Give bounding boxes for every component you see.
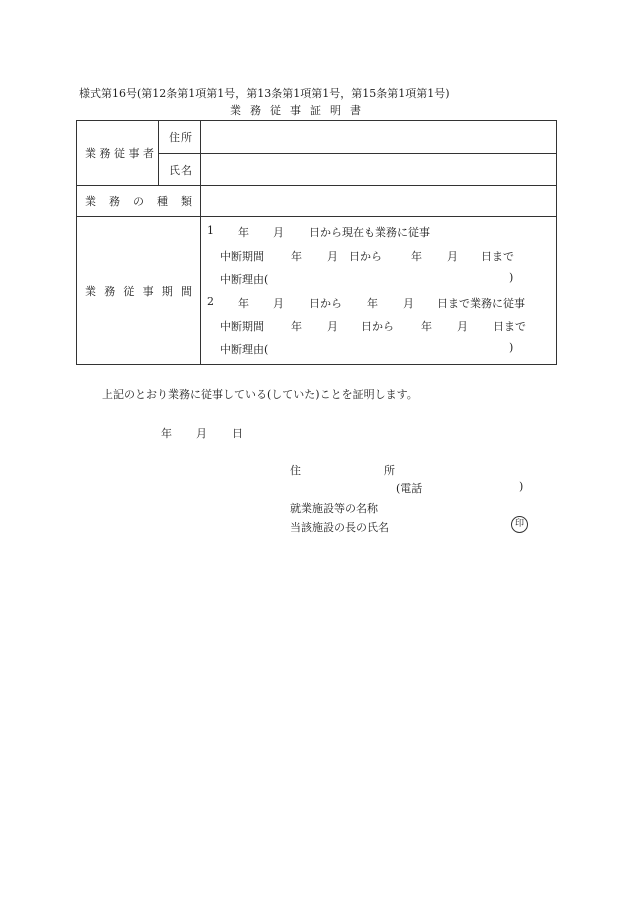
interruption-1-month-from: 月 bbox=[327, 250, 338, 263]
period-2-number: 2 bbox=[207, 295, 214, 308]
period-1-text: 日から現在も業務に従事 bbox=[309, 226, 430, 239]
worker-label: 業 務 従 事 者 bbox=[85, 147, 154, 160]
name-label: 氏 名 bbox=[169, 163, 192, 177]
reason-2-label: 中断理由( bbox=[220, 343, 269, 356]
seal-icon: 印 bbox=[511, 516, 528, 533]
facility-head-name-label: 当該施設の長の氏名 bbox=[290, 521, 389, 534]
phone-close: ) bbox=[519, 480, 524, 493]
date-day: 日 bbox=[232, 427, 243, 440]
worker-label-cell bbox=[77, 121, 159, 186]
interruption-2-year-from: 年 bbox=[291, 320, 302, 333]
period-2-year-from: 年 bbox=[238, 297, 249, 310]
period-2-from: 日から bbox=[309, 297, 342, 310]
period-1-number: 1 bbox=[207, 224, 214, 237]
work-type-label: 業 務 の 種 類 bbox=[85, 195, 192, 208]
work-type-value-cell[interactable] bbox=[201, 186, 557, 217]
period-2-month-from: 月 bbox=[273, 297, 284, 310]
interruption-1-year-to: 年 bbox=[411, 250, 422, 263]
name-label-cell bbox=[159, 154, 201, 186]
interruption-1-month-to: 月 bbox=[447, 250, 458, 263]
interruption-2-month-from: 月 bbox=[327, 320, 338, 333]
date-year: 年 bbox=[161, 427, 172, 440]
interruption-2-month-to: 月 bbox=[457, 320, 468, 333]
period-2-text: 日まで業務に従事 bbox=[437, 297, 525, 310]
certification-statement: 上記のとおり業務に従事している(していた)ことを証明します。 bbox=[102, 388, 418, 401]
reason-1-close: ) bbox=[509, 271, 514, 284]
work-type-label-cell bbox=[77, 186, 201, 217]
interruption-1-label: 中断期間 bbox=[220, 250, 264, 263]
signer-address-label-1: 住 bbox=[290, 464, 301, 477]
work-period-label-cell bbox=[77, 217, 201, 365]
period-1-year: 年 bbox=[238, 226, 249, 239]
phone-open: (電話 bbox=[396, 482, 423, 495]
signer-address-label-2: 所 bbox=[384, 464, 395, 477]
reason-1-label: 中断理由( bbox=[220, 273, 269, 286]
address-value-cell[interactable] bbox=[201, 121, 557, 154]
seal-mark bbox=[511, 516, 528, 533]
name-value-cell[interactable] bbox=[201, 154, 557, 186]
interruption-2-year-to: 年 bbox=[421, 320, 432, 333]
interruption-1-from: 日から bbox=[349, 250, 382, 263]
document-title: 業務従事証明書 bbox=[230, 104, 370, 117]
work-period-value-cell bbox=[201, 217, 557, 365]
reason-2-close: ) bbox=[509, 341, 514, 354]
address-label-cell bbox=[159, 121, 201, 154]
work-period-label: 業 務 従 事 期 間 bbox=[85, 284, 192, 298]
interruption-1-until: 日まで bbox=[481, 250, 514, 263]
form-reference: 様式第16号(第12条第1項第1号，第13条第1項第1号，第15条第1項第1号) bbox=[79, 87, 450, 100]
period-2-month-to: 月 bbox=[403, 297, 414, 310]
date-month: 月 bbox=[196, 427, 207, 440]
address-label: 住 所 bbox=[169, 131, 192, 144]
certificate-table bbox=[76, 120, 557, 365]
interruption-2-from: 日から bbox=[361, 320, 394, 333]
period-2-year-to: 年 bbox=[367, 297, 378, 310]
interruption-1-year-from: 年 bbox=[291, 250, 302, 263]
period-1-month: 月 bbox=[273, 226, 284, 239]
facility-name-label: 就業施設等の名称 bbox=[290, 502, 378, 515]
interruption-2-until: 日まで bbox=[493, 320, 526, 333]
interruption-2-label: 中断期間 bbox=[220, 320, 264, 333]
